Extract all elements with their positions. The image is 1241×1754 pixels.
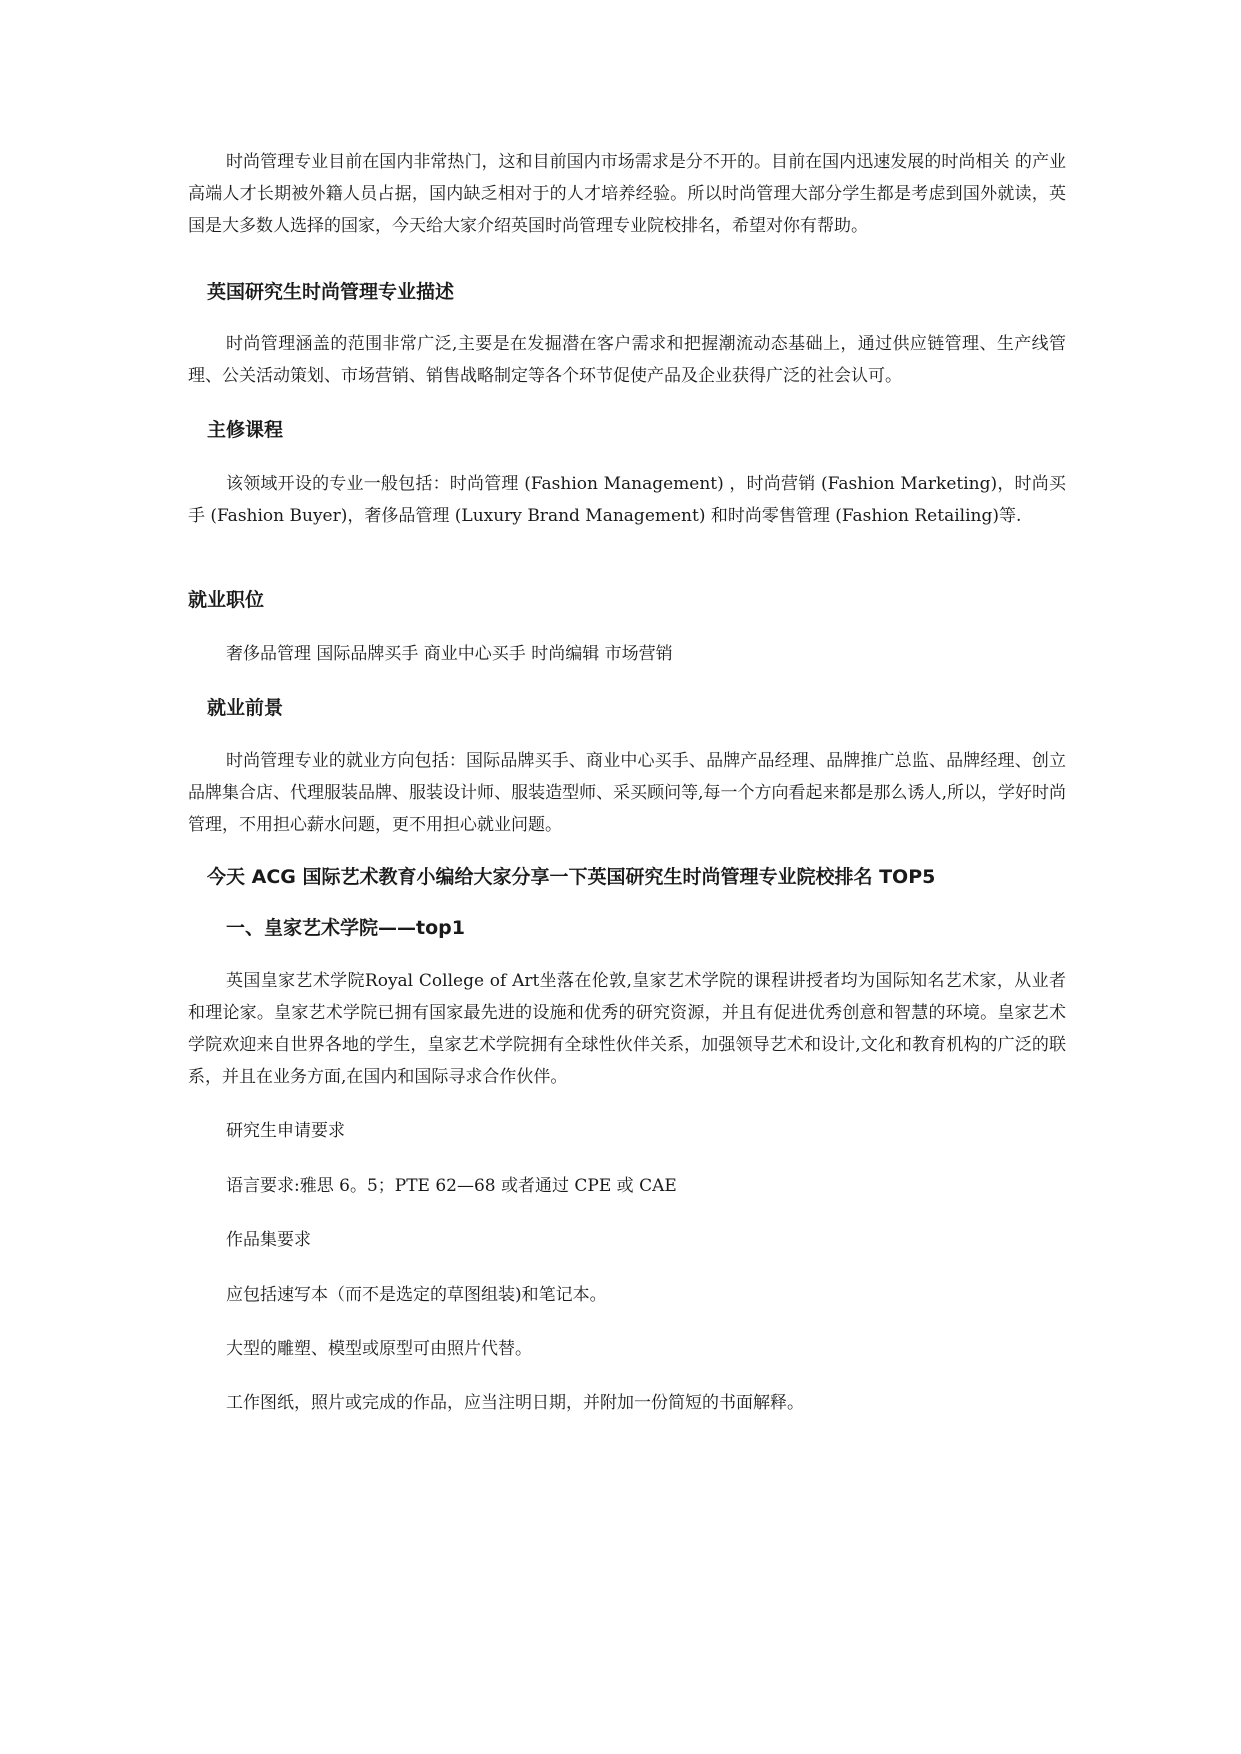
section-heading-positions: 就业职位 <box>188 589 265 611</box>
requirements-title: 研究生申请要求 <box>226 1121 345 1141</box>
portfolio-item: 工作图纸，照片或完成的作品，应当注明日期，并附加一份简短的书面解释。 <box>226 1393 804 1413</box>
rca-description-paragraph: 英国皇家艺术学院Royal College of Art坐落在伦敦,皇家艺术学院的课程讲授者均为国际知名艺术家，从业者和理论家。皇家艺术学院已拥有国家最先进的设施和优秀的研究资源，并且有促进优秀创意和智慧的环境。皇家艺术学院欢迎来自世界各地的学生，皇家艺术学院拥有全球性伙伴关系，加强领导艺术和设计,文化和教育机构的广泛的联系，并且在业务方面,在国内和国际寻求合作伙伴。 <box>188 971 1066 1087</box>
section-heading-prospects: 就业前景 <box>207 697 284 719</box>
section-heading-description: 英国研究生时尚管理专业描述 <box>207 281 455 303</box>
section-heading-courses: 主修课程 <box>207 419 284 441</box>
language-requirement: 语言要求:雅思 6。5；PTE 62—68 或者通过 CPE 或 CAE <box>226 1176 677 1196</box>
portfolio-item: 大型的雕塑、模型或原型可由照片代替。 <box>226 1339 532 1359</box>
intro-paragraph: 时尚管理专业目前在国内非常热门，这和目前国内市场需求是分不开的。目前在国内迅速发展的时尚相关 的产业高端人才长期被外籍人员占据，国内缺乏相对于的人才培养经验。所以时尚管理大部分学生都是考虑到国外就读，英国是大多数人选择的国家，今天给大家介绍英国时尚管理专业院校排名，希望对你有帮助。 <box>188 152 1066 236</box>
courses-paragraph: 该领域开设的专业一般包括：时尚管理 (Fashion Management) ，时尚营销 (Fashion Marketing)，时尚买手 (Fashion Buyer)，奢侈品管理 (Luxury Brand Management) 和时尚零售管理 (Fashion Retailing)等. <box>188 474 1066 526</box>
prospects-paragraph: 时尚管理专业的就业方向包括：国际品牌买手、商业中心买手、品牌产品经理、品牌推广总监、品牌经理、创立品牌集合店、代理服装品牌、服装设计师、服装造型师、采买顾问等,每一个方向看起来都是那么诱人,所以，学好时尚管理，不用担心薪水问题，更不用担心就业问题。 <box>188 751 1066 835</box>
description-paragraph: 时尚管理涵盖的范围非常广泛,主要是在发掘潜在客户需求和把握潮流动态基础上，通过供应链管理、生产线管理、公关活动策划、市场营销、销售战略制定等各个环节促使产品及企业获得广泛的社会认可。 <box>188 334 1066 386</box>
positions-line: 奢侈品管理 国际品牌买手 商业中心买手 时尚编辑 市场营销 <box>226 644 673 664</box>
portfolio-item: 应包括速写本（而不是选定的草图组装)和笔记本。 <box>226 1285 607 1305</box>
portfolio-title: 作品集要求 <box>226 1230 311 1250</box>
school-heading-rca: 一、皇家艺术学院——top1 <box>226 917 465 939</box>
section-heading-ranking: 今天 ACG 国际艺术教育小编给大家分享一下英国研究生时尚管理专业院校排名 TOP5 <box>207 866 936 888</box>
